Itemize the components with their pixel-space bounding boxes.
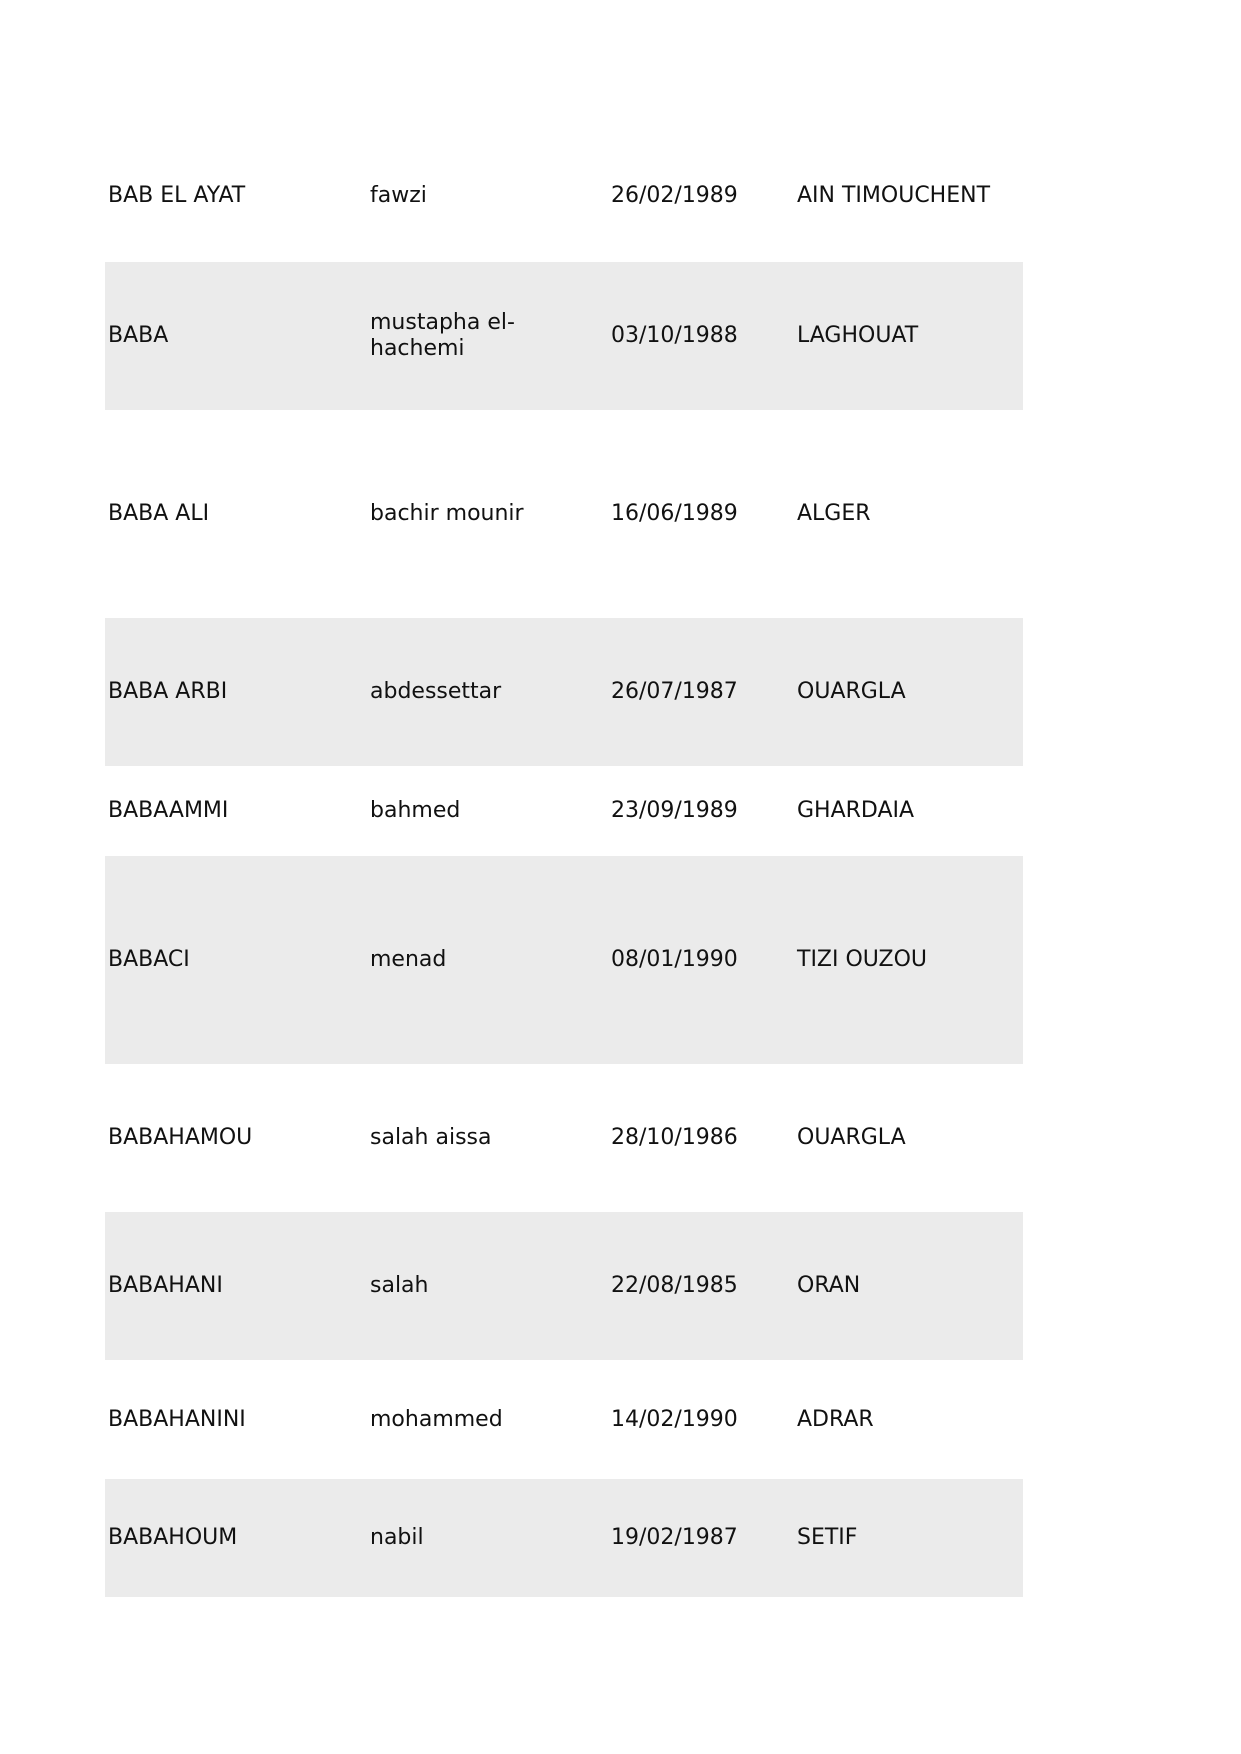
birth-date-cell: 22/08/1985 (611, 1273, 738, 1298)
birth-place-cell: ORAN (797, 1273, 861, 1298)
birth-date-cell: 08/01/1990 (611, 947, 738, 972)
surname-cell: BABA ARBI (108, 679, 228, 704)
surname-cell: BABAHANINI (108, 1406, 246, 1432)
birth-place-cell: GHARDAIA (797, 798, 915, 823)
table-row (105, 856, 1023, 1064)
table-row (105, 1064, 1023, 1212)
first-name-cell: salah aissa (370, 1125, 492, 1150)
surname-cell: BABA (108, 323, 169, 348)
surname-cell: BABAHOUM (108, 1525, 238, 1550)
first-name-cell: mohammed (370, 1406, 503, 1432)
birth-place-cell: ALGER (797, 501, 871, 526)
birth-date-cell: 26/02/1989 (611, 183, 738, 208)
first-name-cell: nabil (370, 1525, 424, 1550)
birth-place-cell: AIN TIMOUCHENT (797, 183, 991, 208)
birth-place-cell: OUARGLA (797, 679, 906, 704)
birth-place-cell: TIZI OUZOU (797, 947, 928, 972)
birth-date-cell: 19/02/1987 (611, 1525, 738, 1550)
surname-cell: BAB EL AYAT (108, 183, 246, 208)
table-row (105, 130, 1023, 262)
records-table (105, 130, 1023, 1597)
first-name-cell: menad (370, 947, 447, 972)
first-name-cell: bahmed (370, 798, 461, 823)
table-row (105, 262, 1023, 410)
table-row (105, 1212, 1023, 1360)
first-name-cell: mustapha el-hachemi (370, 310, 515, 361)
first-name-cell: fawzi (370, 183, 427, 208)
birth-date-cell: 16/06/1989 (611, 501, 738, 526)
birth-place-cell: ADRAR (797, 1406, 874, 1432)
table-row (105, 1479, 1023, 1597)
birth-date-cell: 23/09/1989 (611, 798, 738, 823)
first-name-cell: abdessettar (370, 679, 502, 704)
surname-cell: BABAHANI (108, 1273, 223, 1298)
table-row (105, 1360, 1023, 1479)
birth-date-cell: 14/02/1990 (611, 1406, 738, 1432)
surname-cell: BABAAMMI (108, 798, 229, 823)
first-name-cell: salah (370, 1273, 429, 1298)
birth-place-cell: LAGHOUAT (797, 323, 919, 348)
birth-place-cell: OUARGLA (797, 1125, 906, 1150)
birth-date-cell: 26/07/1987 (611, 679, 738, 704)
first-name-cell: bachir mounir (370, 501, 524, 526)
birth-place-cell: SETIF (797, 1525, 858, 1550)
table-row (105, 766, 1023, 856)
birth-date-cell: 03/10/1988 (611, 323, 738, 348)
table-row (105, 410, 1023, 618)
table-row (105, 618, 1023, 766)
surname-cell: BABAHAMOU (108, 1125, 253, 1150)
birth-date-cell: 28/10/1986 (611, 1125, 738, 1150)
surname-cell: BABACI (108, 947, 190, 972)
surname-cell: BABA ALI (108, 501, 210, 526)
